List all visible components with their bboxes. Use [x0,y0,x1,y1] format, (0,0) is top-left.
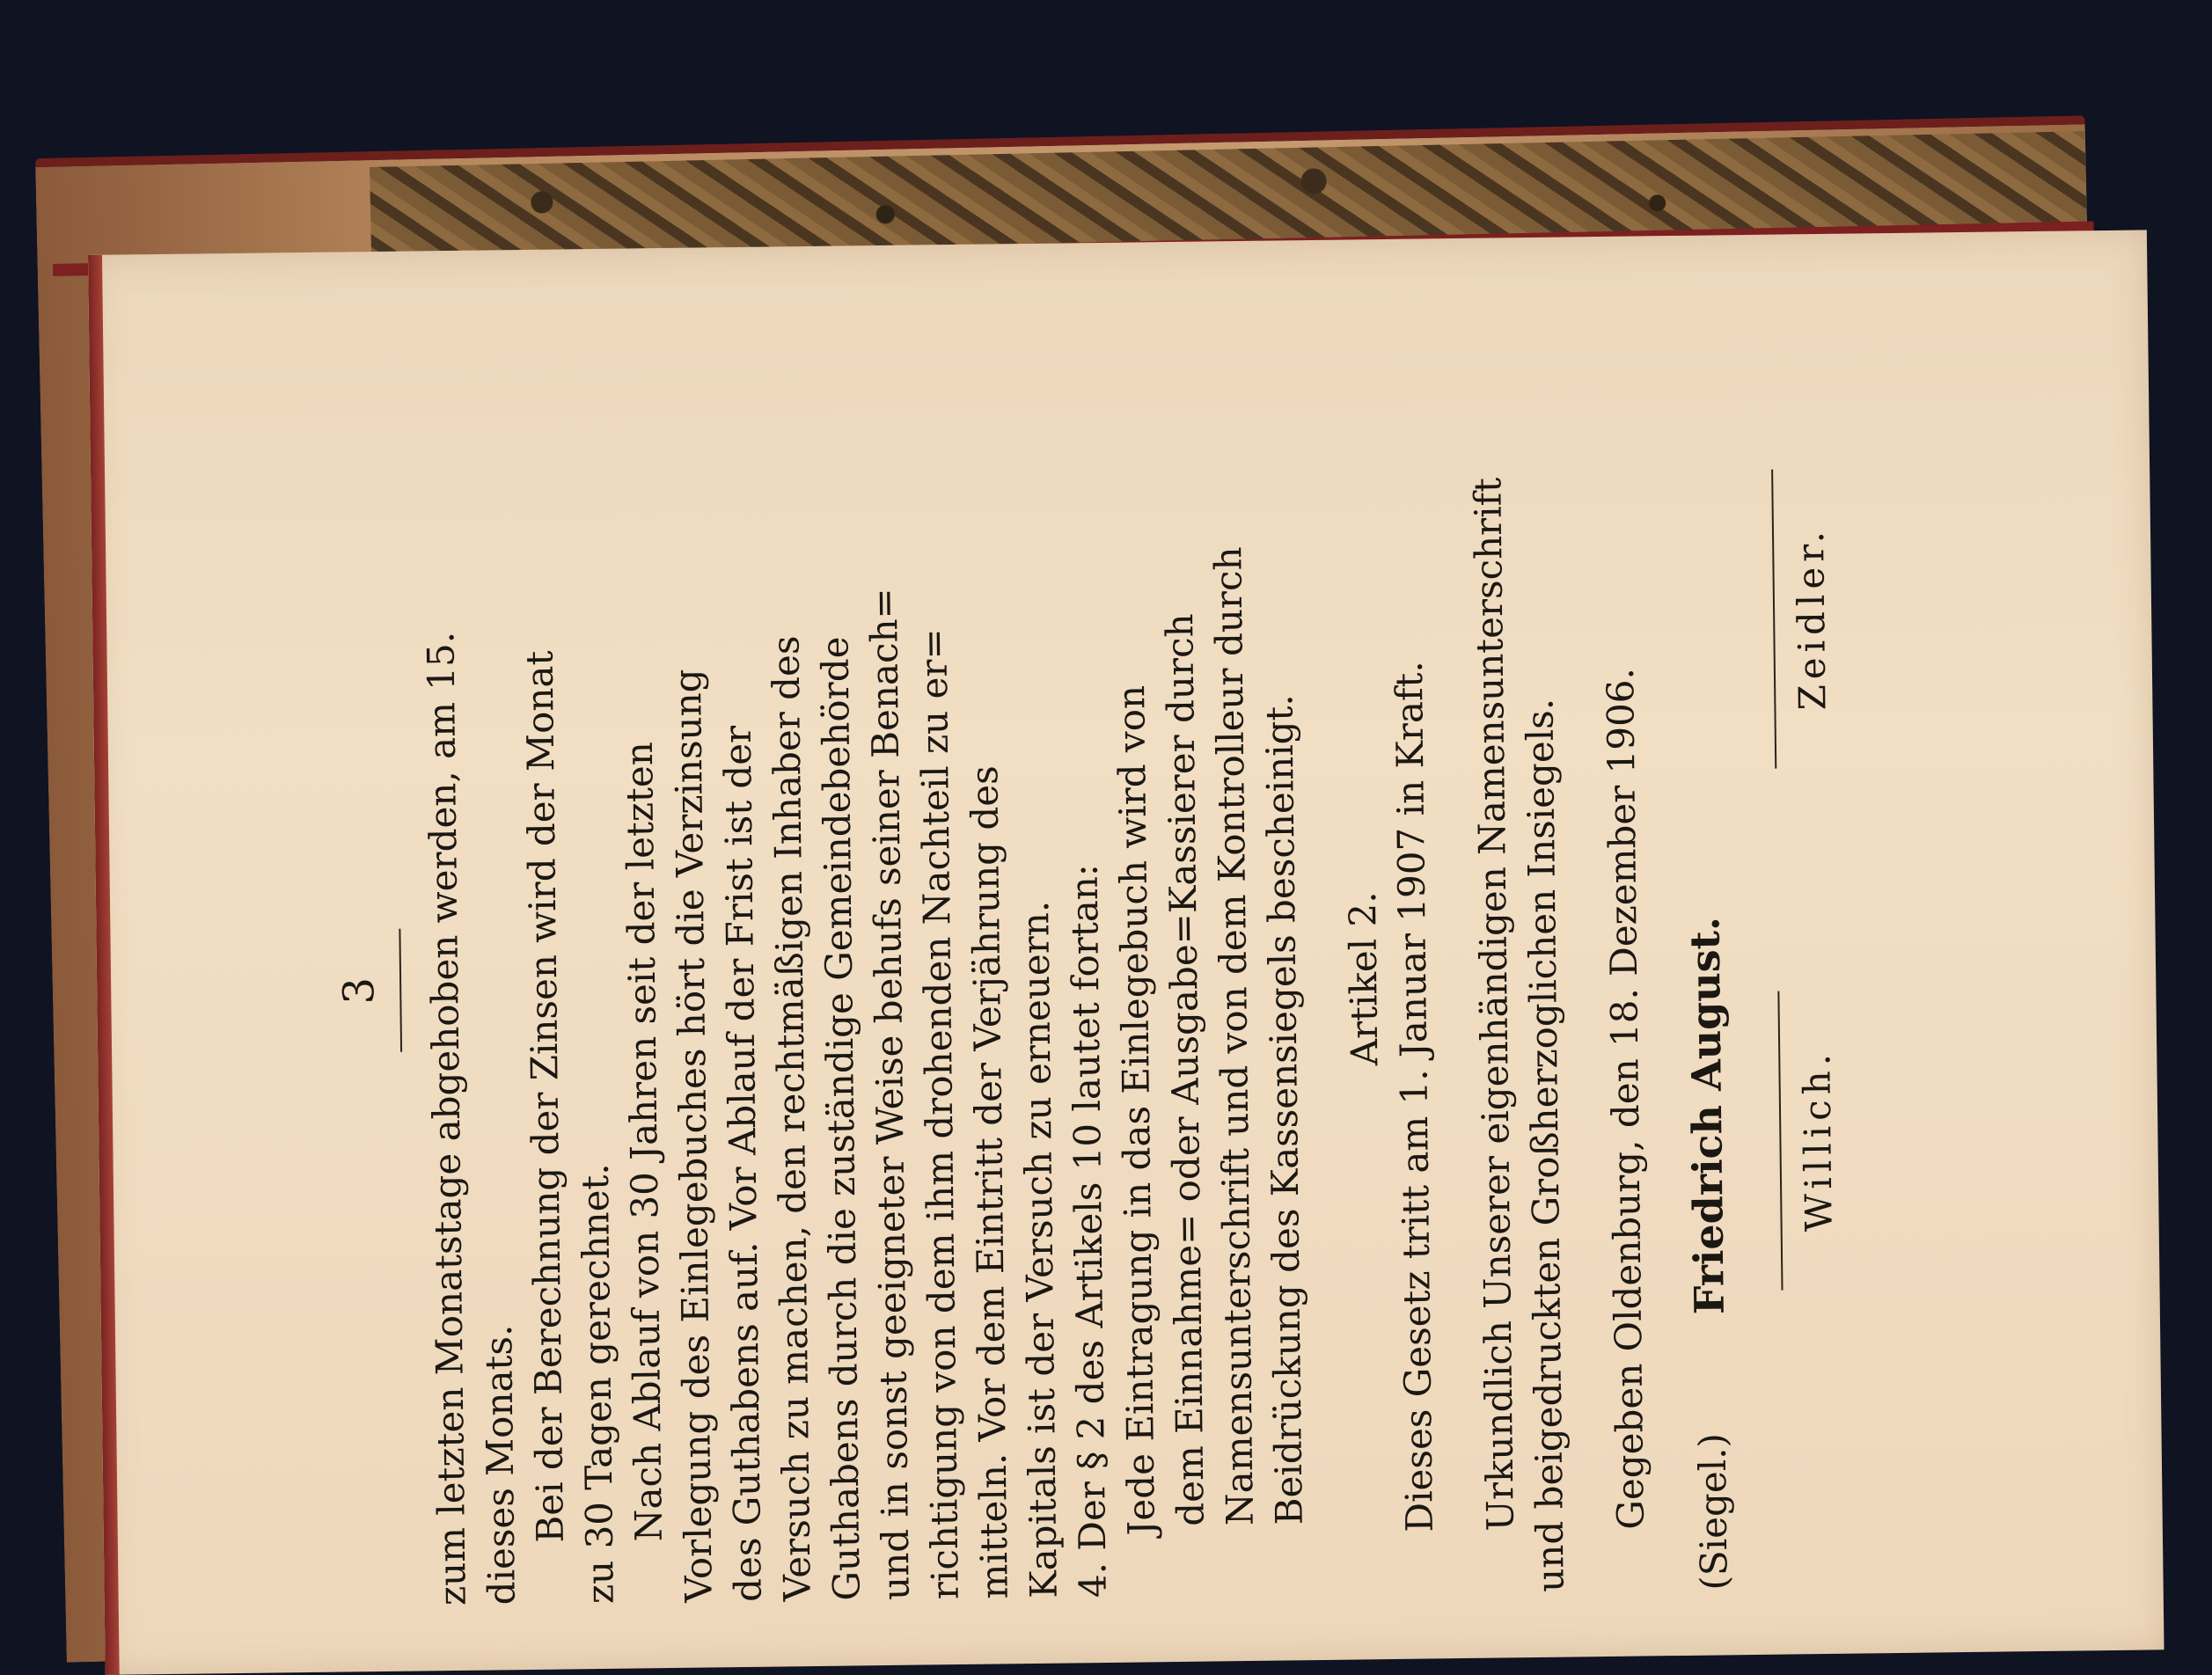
text-line: richtigung von dem ihm drohenden Nachteil zu er= [912,628,967,1600]
text-line: Nach Ablauf von 30 Jahren seit der letzten [617,741,670,1542]
date-line: Gegeben Oldenburg, den 18. Dezember 1906. [1598,667,1652,1530]
text-line: Namensunterschrift und von dem Kontrolleur durch [1206,546,1262,1526]
article-text: Dieses Gesetz tritt am 1. Januar 1907 in Kraft. [1387,661,1441,1532]
text-line: zum letzten Monatstage abgehoben werden, am 15. [419,631,474,1606]
text-line: dem Einnahme= oder Ausgabe=Kassierer durch [1158,613,1212,1527]
book-page [88,230,2164,1674]
text-line: dieses Monats. [476,1324,524,1606]
signature-rule-right [1771,469,1776,768]
text-line: des Guthabens auf. Vor Ablauf der Frist ist der [715,725,770,1603]
article-heading: Artikel 2. [1340,891,1387,1066]
text-line: 4. Der § 2 des Artikels 10 lautet fortan: [1062,863,1115,1598]
signatory-main: Friedrich August. [1681,916,1733,1315]
text-line: Bei der Berechnung der Zinsen wird der Monat [517,650,572,1543]
text-line: Guthabens durch die zuständige Gemeindebehörde [813,636,868,1601]
page-number: 3 [334,976,385,1005]
signatory-right: Zeidler. [1788,525,1835,711]
closing-line-1: Urkundlich Unserer eigenhändigen Namensunterschrift [1466,477,1522,1532]
text-line: mitteln. Vor dem Eintritt der Verjährung des [963,765,1016,1599]
signatory-right-block [1736,433,1839,803]
text-line: zu 30 Tagen gerechnet. [573,1163,622,1605]
text-line: Vorlegung des Einlegebuches hört die Verzinsung [665,669,721,1603]
text-line: Kapitals ist der Versuch zu erneuern. [1014,900,1066,1599]
seal-label: (Siegel.) [1690,1432,1736,1591]
text-line: Beidrückung des Kassensiegels bescheinigt. [1257,693,1311,1525]
signatory-left: Willich. [1795,1048,1841,1232]
header-rule [399,929,402,1052]
closing-line-2: und beigedruckten Großherzoglichen Insiegels. [1518,698,1572,1593]
text-line: Jede Eintragung in das Einlegebuch wird von [1110,684,1163,1536]
signature-rule-left [1777,991,1783,1291]
body-paragraphs [414,363,1315,1606]
text-line: und in sonst geeigneter Weise behufs seiner Benach= [861,588,918,1601]
text-line: Versuch zu machen, den rechtmäßigen Inhaber des [764,635,819,1602]
page-text-block [327,357,1841,1606]
signatory-left-block [1742,955,1845,1326]
